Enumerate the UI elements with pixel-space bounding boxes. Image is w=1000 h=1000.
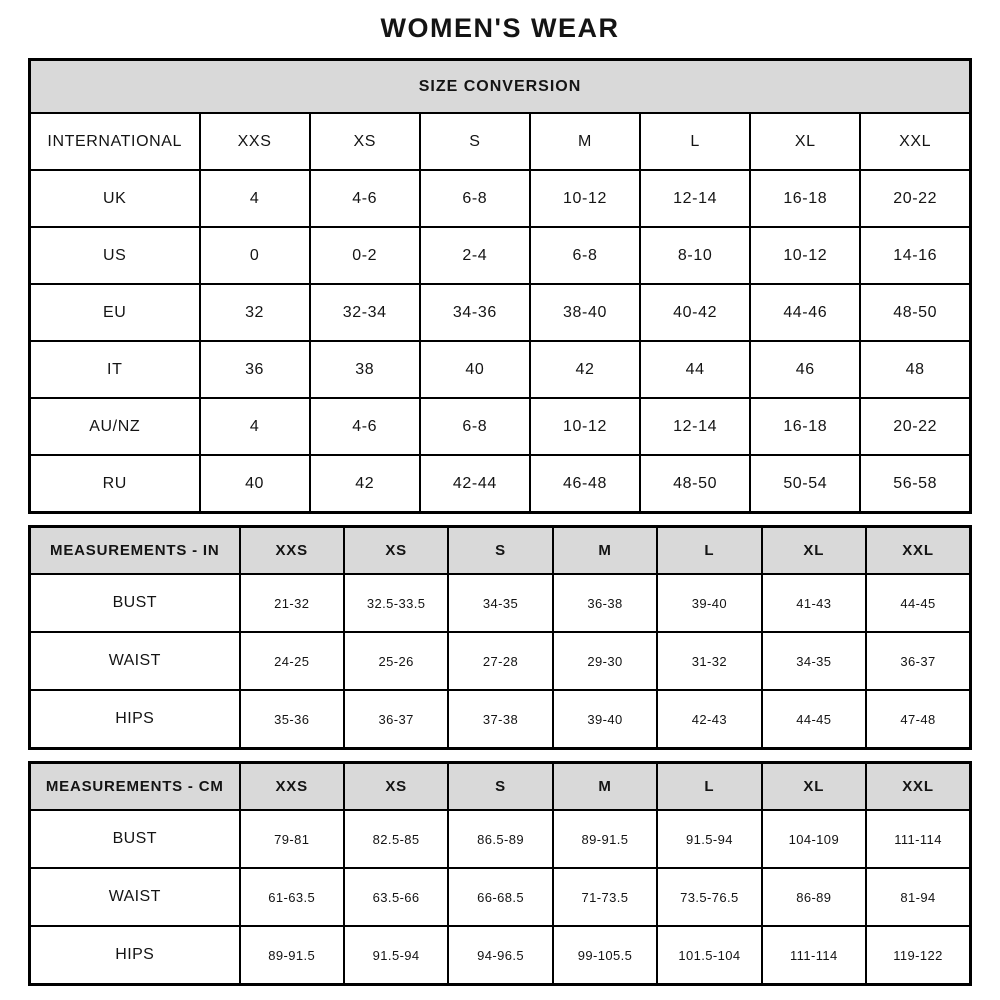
row-label: BUST [30, 574, 240, 632]
size-cell: 12-14 [640, 398, 750, 455]
size-cell: 56-58 [860, 455, 970, 513]
measure-cell: 111-114 [866, 810, 970, 868]
size-cell: 14-16 [860, 227, 970, 284]
column-header-xl: XL [762, 763, 866, 811]
row-label: US [30, 227, 200, 284]
measurements-in-header-row [30, 527, 971, 575]
measure-cell: 89-91.5 [553, 810, 657, 868]
size-conversion-header: SIZE CONVERSION [30, 60, 971, 114]
row-label: RU [30, 455, 200, 513]
measure-cell: 61-63.5 [240, 868, 344, 926]
measure-cell: 34-35 [762, 632, 866, 690]
table-row-hips-in [30, 690, 971, 749]
size-cell: 34-36 [420, 284, 530, 341]
measurements-cm-table [28, 761, 972, 986]
column-header-xxl: XXL [866, 527, 970, 575]
table-row-aunz [30, 398, 971, 455]
measure-cell: 94-96.5 [448, 926, 552, 985]
column-header-l: L [657, 527, 761, 575]
measure-cell: 32.5-33.5 [344, 574, 448, 632]
measure-cell: 21-32 [240, 574, 344, 632]
international-header-row [30, 113, 971, 170]
size-cell: 20-22 [860, 170, 970, 227]
measure-cell: 36-38 [553, 574, 657, 632]
column-header-xxl: XXL [860, 113, 970, 170]
measure-cell: 37-38 [448, 690, 552, 749]
size-cell: 4 [200, 398, 310, 455]
measure-cell: 44-45 [866, 574, 970, 632]
measure-cell: 39-40 [657, 574, 761, 632]
measure-cell: 66-68.5 [448, 868, 552, 926]
measure-cell: 82.5-85 [344, 810, 448, 868]
size-cell: 4-6 [310, 398, 420, 455]
size-cell: 16-18 [750, 170, 860, 227]
size-cell: 12-14 [640, 170, 750, 227]
row-label: WAIST [30, 868, 240, 926]
column-header-international: INTERNATIONAL [30, 113, 200, 170]
size-cell: 46 [750, 341, 860, 398]
size-cell: 4 [200, 170, 310, 227]
measure-cell: 25-26 [344, 632, 448, 690]
measurements-cm-header: MEASUREMENTS - CM [30, 763, 240, 811]
size-cell: 10-12 [530, 170, 640, 227]
table-row-eu [30, 284, 971, 341]
measure-cell: 47-48 [866, 690, 970, 749]
measure-cell: 36-37 [866, 632, 970, 690]
measurements-in-header: MEASUREMENTS - IN [30, 527, 240, 575]
size-cell: 48-50 [860, 284, 970, 341]
table-row-bust-cm [30, 810, 971, 868]
measurements-in-table [28, 525, 972, 750]
measure-cell: 119-122 [866, 926, 970, 985]
measure-cell: 34-35 [448, 574, 552, 632]
column-header-xxl: XXL [866, 763, 970, 811]
row-label: HIPS [30, 926, 240, 985]
column-header-xl: XL [762, 527, 866, 575]
measure-cell: 71-73.5 [553, 868, 657, 926]
row-label: AU/NZ [30, 398, 200, 455]
size-cell: 42 [310, 455, 420, 513]
column-header-l: L [640, 113, 750, 170]
table-row-bust-in [30, 574, 971, 632]
row-label: WAIST [30, 632, 240, 690]
measure-cell: 79-81 [240, 810, 344, 868]
row-label: UK [30, 170, 200, 227]
row-label: EU [30, 284, 200, 341]
column-header-xl: XL [750, 113, 860, 170]
size-cell: 6-8 [420, 398, 530, 455]
page-title: WOMEN'S WEAR [380, 13, 620, 43]
measure-cell: 86-89 [762, 868, 866, 926]
table-row-it [30, 341, 971, 398]
column-header-m: M [553, 763, 657, 811]
size-cell: 44-46 [750, 284, 860, 341]
column-header-xs: XS [310, 113, 420, 170]
size-cell: 32 [200, 284, 310, 341]
measure-cell: 104-109 [762, 810, 866, 868]
column-header-xs: XS [344, 527, 448, 575]
measure-cell: 63.5-66 [344, 868, 448, 926]
size-cell: 44 [640, 341, 750, 398]
measure-cell: 36-37 [344, 690, 448, 749]
measure-cell: 42-43 [657, 690, 761, 749]
size-cell: 38 [310, 341, 420, 398]
size-cell: 4-6 [310, 170, 420, 227]
size-cell: 42-44 [420, 455, 530, 513]
size-cell: 10-12 [750, 227, 860, 284]
table-row-us [30, 227, 971, 284]
size-cell: 6-8 [530, 227, 640, 284]
size-cell: 10-12 [530, 398, 640, 455]
size-cell: 46-48 [530, 455, 640, 513]
measure-cell: 111-114 [762, 926, 866, 985]
column-header-xxs: XXS [200, 113, 310, 170]
measure-cell: 89-91.5 [240, 926, 344, 985]
size-cell: 38-40 [530, 284, 640, 341]
table-row-waist-cm [30, 868, 971, 926]
measure-cell: 81-94 [866, 868, 970, 926]
column-header-m: M [530, 113, 640, 170]
size-cell: 16-18 [750, 398, 860, 455]
size-cell: 40-42 [640, 284, 750, 341]
size-cell: 36 [200, 341, 310, 398]
measure-cell: 41-43 [762, 574, 866, 632]
measure-cell: 39-40 [553, 690, 657, 749]
size-cell: 0-2 [310, 227, 420, 284]
size-cell: 20-22 [860, 398, 970, 455]
table-row-waist-in [30, 632, 971, 690]
size-cell: 42 [530, 341, 640, 398]
size-cell: 6-8 [420, 170, 530, 227]
column-header-s: S [448, 527, 552, 575]
measure-cell: 86.5-89 [448, 810, 552, 868]
table-row-hips-cm [30, 926, 971, 985]
column-header-m: M [553, 527, 657, 575]
column-header-s: S [420, 113, 530, 170]
size-cell: 2-4 [420, 227, 530, 284]
column-header-xxs: XXS [240, 763, 344, 811]
measure-cell: 91.5-94 [344, 926, 448, 985]
column-header-xs: XS [344, 763, 448, 811]
size-cell: 48-50 [640, 455, 750, 513]
size-cell: 40 [200, 455, 310, 513]
measure-cell: 99-105.5 [553, 926, 657, 985]
measure-cell: 27-28 [448, 632, 552, 690]
measure-cell: 91.5-94 [657, 810, 761, 868]
size-cell: 48 [860, 341, 970, 398]
measure-cell: 73.5-76.5 [657, 868, 761, 926]
measure-cell: 24-25 [240, 632, 344, 690]
table-row-ru [30, 455, 971, 513]
table-row-uk [30, 170, 971, 227]
row-label: IT [30, 341, 200, 398]
row-label: HIPS [30, 690, 240, 749]
size-cell: 0 [200, 227, 310, 284]
size-conversion-table [28, 58, 972, 514]
column-header-l: L [657, 763, 761, 811]
size-cell: 8-10 [640, 227, 750, 284]
row-label: BUST [30, 810, 240, 868]
size-cell: 50-54 [750, 455, 860, 513]
measure-cell: 101.5-104 [657, 926, 761, 985]
measure-cell: 35-36 [240, 690, 344, 749]
size-cell: 40 [420, 341, 530, 398]
size-cell: 32-34 [310, 284, 420, 341]
column-header-xxs: XXS [240, 527, 344, 575]
column-header-s: S [448, 763, 552, 811]
measure-cell: 44-45 [762, 690, 866, 749]
measure-cell: 29-30 [553, 632, 657, 690]
measurements-cm-header-row [30, 763, 971, 811]
measure-cell: 31-32 [657, 632, 761, 690]
